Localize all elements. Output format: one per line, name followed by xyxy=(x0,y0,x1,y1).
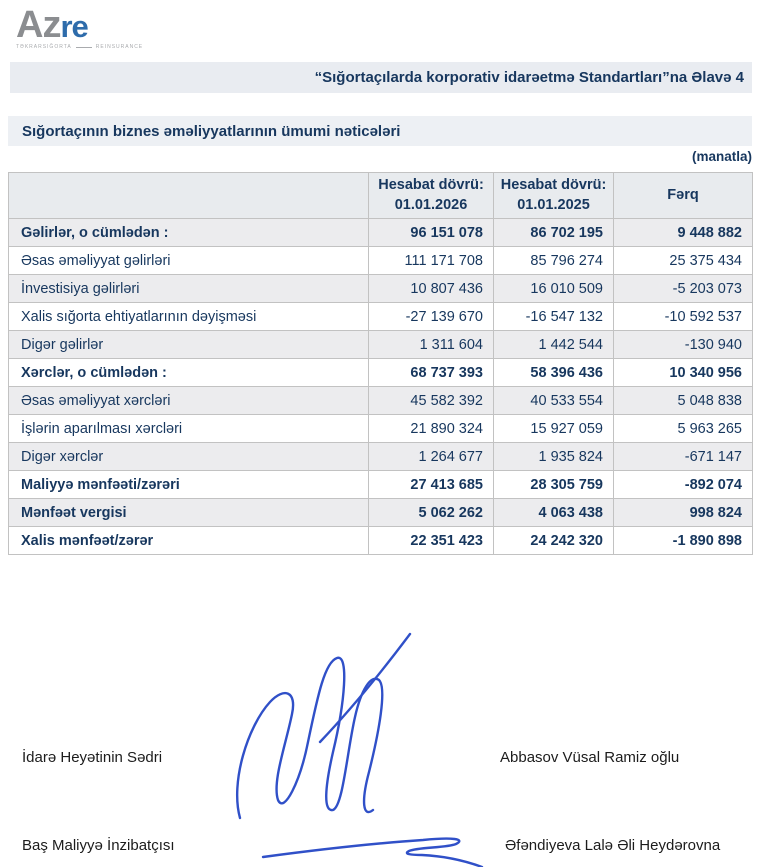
value-diff: 5 963 265 xyxy=(614,415,753,443)
col-header-period-2026-line1: Hesabat dövrü: xyxy=(378,176,484,193)
value-2025: 15 927 059 xyxy=(494,415,614,443)
col-header-period-2025 xyxy=(494,173,614,219)
value-2025: 58 396 436 xyxy=(494,359,614,387)
signatory-title-cfo: Baş Maliyyə İnzibatçısı xyxy=(22,837,175,854)
value-2025: 86 702 195 xyxy=(494,219,614,247)
value-2026: 27 413 685 xyxy=(369,471,494,499)
table-row-administration-expenses xyxy=(9,415,753,443)
table-row-profit-tax xyxy=(9,499,753,527)
row-label: İnvestisiya gəlirləri xyxy=(9,275,369,303)
table-row-net-reserves-change xyxy=(9,303,753,331)
table-row-incomes-total xyxy=(9,219,753,247)
section-title-band xyxy=(8,116,752,146)
col-header-indicator xyxy=(9,173,369,219)
row-label: Xalis sığorta ehtiyatlarının dəyişməsi xyxy=(9,303,369,331)
value-2025: -16 547 132 xyxy=(494,303,614,331)
value-diff: -130 940 xyxy=(614,331,753,359)
value-2025: 24 242 320 xyxy=(494,527,614,555)
value-diff: -892 074 xyxy=(614,471,753,499)
row-label: Əsas əməliyyat xərcləri xyxy=(9,387,369,415)
value-diff: 5 048 838 xyxy=(614,387,753,415)
row-label: Gəlirlər, o cümlədən : xyxy=(9,219,369,247)
col-header-period-2025-line2: 01.01.2025 xyxy=(517,196,590,213)
value-diff: -1 890 898 xyxy=(614,527,753,555)
value-2025: 40 533 554 xyxy=(494,387,614,415)
logo-subtext-right: REINSURANCE xyxy=(95,44,144,50)
logo-subtext xyxy=(16,45,143,50)
table-header-row xyxy=(9,173,753,219)
annex-note-band xyxy=(10,62,752,93)
table-row-other-expenses xyxy=(9,443,753,471)
col-header-period-2026-line2: 01.01.2026 xyxy=(394,196,468,213)
value-diff: 10 340 956 xyxy=(614,359,753,387)
table-row-financial-profit-loss xyxy=(9,471,753,499)
row-label: Xərclər, o cümlədən : xyxy=(9,359,369,387)
logo-subtext-divider xyxy=(76,47,92,48)
table-row-operating-expenses xyxy=(9,387,753,415)
value-2025: 85 796 274 xyxy=(494,247,614,275)
currency-unit-note: (manatla) xyxy=(691,149,752,164)
annex-note-text: “Sığortaçılarda korporativ idarəetmə Standartları”na Əlavə 4 xyxy=(314,69,744,86)
value-2026: 5 062 262 xyxy=(369,499,494,527)
value-2026: 10 807 436 xyxy=(369,275,494,303)
col-header-period-2025-line1: Hesabat dövrü: xyxy=(500,176,607,193)
logo-subtext-left: TƏKRARSIĞORTA xyxy=(16,44,72,50)
signatory-name-cfo: Əfəndiyeva Lalə Əli Heydərovna xyxy=(505,837,721,854)
value-diff: -671 147 xyxy=(614,443,753,471)
value-2026: 21 890 324 xyxy=(369,415,494,443)
value-2025: 28 305 759 xyxy=(494,471,614,499)
logo-part-gray: Az xyxy=(16,4,61,46)
table-row-expenses-total xyxy=(9,359,753,387)
col-header-period-2026 xyxy=(369,173,494,219)
value-2026: 45 582 392 xyxy=(369,387,494,415)
value-diff: 9 448 882 xyxy=(614,219,753,247)
value-2026: 96 151 078 xyxy=(369,219,494,247)
handwritten-signature-chairman xyxy=(228,620,433,830)
section-title: Sığortaçının biznes əməliyyatlarının ümumi nəticələri xyxy=(22,122,401,140)
value-2026: 1 311 604 xyxy=(369,331,494,359)
value-2026: 68 737 393 xyxy=(369,359,494,387)
row-label: Digər gəlirlər xyxy=(9,331,369,359)
value-2025: 4 063 438 xyxy=(494,499,614,527)
value-diff: -10 592 537 xyxy=(614,303,753,331)
value-diff: -5 203 073 xyxy=(614,275,753,303)
table-row-operating-income xyxy=(9,247,753,275)
value-2026: -27 139 670 xyxy=(369,303,494,331)
signatory-name-chairman: Abbasov Vüsal Ramiz oğlu xyxy=(500,749,680,766)
value-2025: 1 935 824 xyxy=(494,443,614,471)
value-diff: 998 824 xyxy=(614,499,753,527)
table-row-investment-income xyxy=(9,275,753,303)
row-label: İşlərin aparılması xərcləri xyxy=(9,415,369,443)
value-2025: 16 010 509 xyxy=(494,275,614,303)
value-diff: 25 375 434 xyxy=(614,247,753,275)
logo-wordmark xyxy=(16,6,143,44)
value-2025: 1 442 544 xyxy=(494,331,614,359)
logo-part-blue: re xyxy=(60,9,88,44)
row-label: Xalis mənfəət/zərər xyxy=(9,527,369,555)
value-2026: 111 171 708 xyxy=(369,247,494,275)
row-label: Əsas əməliyyat gəlirləri xyxy=(9,247,369,275)
signatory-title-chairman: İdarə Heyətinin Sədri xyxy=(22,749,163,766)
company-logo xyxy=(16,6,143,50)
col-header-difference: Fərq xyxy=(614,173,753,219)
value-2026: 22 351 423 xyxy=(369,527,494,555)
row-label: Mənfəət vergisi xyxy=(9,499,369,527)
row-label: Digər xərclər xyxy=(9,443,369,471)
table-row-other-income xyxy=(9,331,753,359)
results-table xyxy=(8,172,753,555)
table-row-net-profit-loss xyxy=(9,527,753,555)
value-2026: 1 264 677 xyxy=(369,443,494,471)
row-label: Maliyyə mənfəəti/zərəri xyxy=(9,471,369,499)
handwritten-signature-cfo xyxy=(260,826,485,867)
